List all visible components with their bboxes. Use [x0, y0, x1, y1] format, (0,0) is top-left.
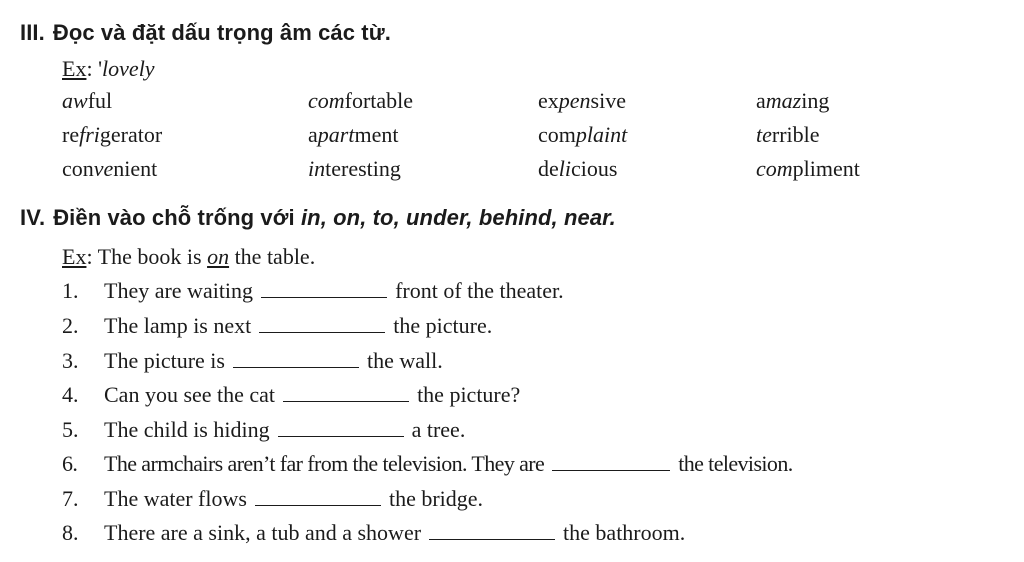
example-label: Ex [62, 56, 87, 81]
stress-word [62, 122, 162, 148]
section-4-heading [20, 205, 616, 231]
stressed-syllable: plaint [575, 122, 628, 147]
question-number: 5. [62, 417, 79, 442]
question-text-after: the television. [678, 451, 793, 476]
stress-word [62, 88, 112, 114]
word-part: rrible [771, 122, 820, 147]
word-part: re [62, 122, 80, 147]
stress-word [538, 156, 617, 182]
word-part: ful [87, 88, 113, 113]
stress-word [538, 122, 627, 148]
stressed-syllable: part [317, 122, 355, 147]
section-3-heading [20, 20, 391, 46]
stress-mark: ' [98, 56, 103, 81]
answer-blank[interactable] [278, 418, 404, 437]
section-3-example: Ex: 'lovely [62, 56, 155, 81]
question-text-after: a tree. [411, 417, 466, 442]
stressed-syllable: ve [93, 156, 114, 181]
word-part: pliment [792, 156, 860, 181]
question-text-after: front of the theater. [395, 278, 564, 303]
stress-word [756, 156, 860, 182]
question-text-after: the picture? [417, 382, 521, 407]
question-text-before: There are a sink, a tub and a shower [104, 520, 422, 545]
stress-word [756, 122, 820, 148]
answer-blank[interactable] [283, 383, 409, 402]
question-number: 2. [62, 313, 79, 338]
answer-blank[interactable] [233, 349, 359, 368]
question-number: 8. [62, 520, 79, 545]
stress-word [308, 156, 401, 182]
stressed-syllable: te [756, 122, 772, 147]
stressed-syllable: pen [558, 88, 591, 113]
stress-word [756, 88, 829, 114]
question-number: 3. [62, 348, 79, 373]
stress-word [308, 122, 398, 148]
question-item [62, 348, 443, 374]
word-part: a [308, 122, 318, 147]
section-3-title: Đọc và đặt dấu trọng âm các từ. [52, 20, 391, 45]
answer-blank[interactable] [429, 521, 555, 540]
question-item [62, 313, 492, 339]
word-part: ex [538, 88, 559, 113]
word-part: nient [113, 156, 158, 181]
word-part: fortable [344, 88, 414, 113]
stressed-syllable: com [308, 88, 345, 113]
question-text-before: The picture is [104, 348, 225, 373]
question-item [62, 520, 685, 546]
question-text-before: Can you see the cat [104, 382, 276, 407]
stressed-syllable: li [558, 156, 571, 181]
question-number: 7. [62, 486, 79, 511]
stress-word [538, 88, 626, 114]
word-part: a [756, 88, 766, 113]
section-4-number: IV. [20, 205, 46, 230]
word-part: de [538, 156, 559, 181]
question-text-after: the bridge. [388, 486, 484, 511]
word-part: teresting [325, 156, 401, 181]
example-word: lovely [102, 56, 155, 81]
word-part: con [62, 156, 94, 181]
word-part: com [538, 122, 576, 147]
stressed-syllable: com [756, 156, 793, 181]
question-text-after: the bathroom. [563, 520, 686, 545]
stressed-syllable: in [308, 156, 326, 181]
word-part: ing [801, 88, 830, 113]
answer-blank[interactable] [261, 279, 387, 298]
example-label: Ex [62, 244, 87, 269]
question-number: 1. [62, 278, 79, 303]
answer-blank[interactable] [259, 314, 385, 333]
question-number: 4. [62, 382, 79, 407]
question-item [62, 486, 483, 512]
example-answer: on [207, 244, 230, 269]
stress-word [62, 156, 157, 182]
word-part: sive [590, 88, 626, 113]
section-3-number: III. [20, 20, 45, 45]
stressed-syllable: fri [79, 122, 100, 147]
stressed-syllable: maz [765, 88, 802, 113]
question-text-before: The water flows [104, 486, 247, 511]
word-part: cious [571, 156, 618, 181]
example-sentence-start: The book is [97, 244, 208, 269]
question-text-before: The child is hiding [104, 417, 270, 442]
question-number: 6. [62, 451, 78, 476]
question-item [62, 417, 465, 443]
question-item [62, 382, 520, 408]
question-text-after: the picture. [393, 313, 493, 338]
question-item [62, 278, 564, 304]
word-part: gerator [99, 122, 163, 147]
stressed-syllable: aw [62, 88, 88, 113]
question-text-before: The lamp is next [104, 313, 252, 338]
question-text-after: the wall. [366, 348, 443, 373]
answer-blank[interactable] [552, 452, 670, 471]
section-4-title-prepositions: in, on, to, under, behind, near. [300, 205, 616, 230]
answer-blank[interactable] [255, 487, 381, 506]
example-sentence-end: the table. [229, 244, 316, 269]
question-text-before: The armchairs aren’t far from the television. They are [104, 451, 545, 476]
question-text-before: They are waiting [104, 278, 254, 303]
word-part: ment [354, 122, 399, 147]
section-4-title: Điền vào chỗ trống với [53, 205, 301, 230]
question-item [62, 451, 793, 477]
stress-word [308, 88, 413, 114]
section-4-example: Ex: The book is on the table. [62, 244, 316, 269]
